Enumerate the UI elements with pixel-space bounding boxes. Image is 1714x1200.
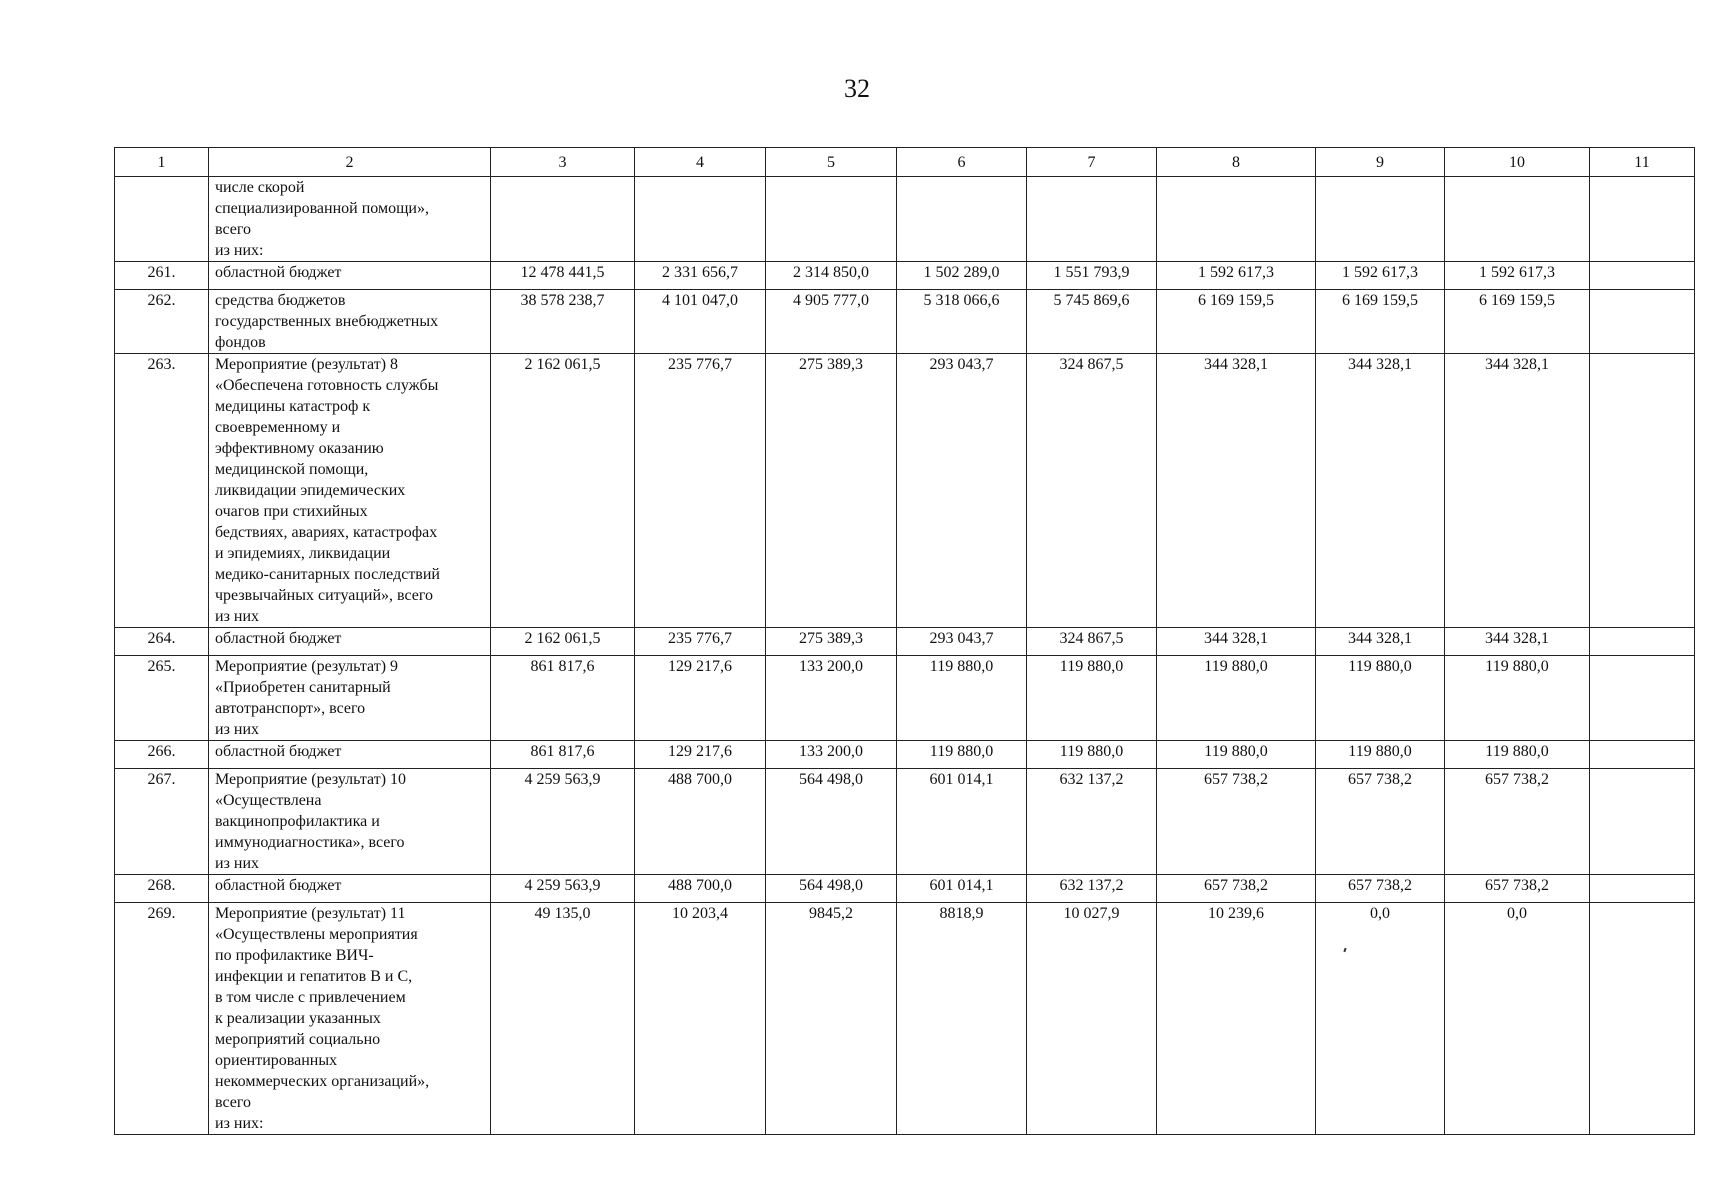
row-number: 264. [115, 628, 209, 656]
value-cell-col-4: 488 700,0 [635, 875, 766, 903]
value-cell-col-8: 10 239,6 [1157, 903, 1316, 1135]
value-cell-col-4: 10 203,4 [635, 903, 766, 1135]
table-body [115, 177, 1695, 1135]
value-cell-col-7: 119 880,0 [1027, 656, 1157, 741]
value-cell-col-7: 632 137,2 [1027, 875, 1157, 903]
table-row [115, 177, 1695, 262]
value-cell-col-7: 10 027,9 [1027, 903, 1157, 1135]
table-row [115, 354, 1695, 628]
value-cell-col-4: 2 331 656,7 [635, 262, 766, 290]
value-cell-col-7: 119 880,0 [1027, 741, 1157, 769]
row-description [209, 290, 491, 354]
description-line: из них [215, 721, 260, 738]
value-cell-col-8: 1 592 617,3 [1157, 262, 1316, 290]
value-cell-col-9: 6 169 159,5 [1316, 290, 1445, 354]
value-cell-col-8: 344 328,1 [1157, 628, 1316, 656]
value-cell-col-4: 235 776,7 [635, 628, 766, 656]
value-cell-col-10: 344 328,1 [1445, 354, 1590, 628]
description-line: государственных внебюджетных [215, 313, 439, 330]
value-cell-col-3 [491, 177, 635, 262]
table-row [115, 769, 1695, 875]
value-cell-col-11 [1590, 769, 1695, 875]
value-cell-col-7: 324 867,5 [1027, 628, 1157, 656]
table-row [115, 656, 1695, 741]
table-row [115, 628, 1695, 656]
value-cell-col-6: 8818,9 [897, 903, 1027, 1135]
description-line: ориентированных [215, 1052, 338, 1069]
column-header-7: 7 [1027, 148, 1157, 177]
value-cell-col-5: 4 905 777,0 [766, 290, 897, 354]
description-line: и эпидемиях, ликвидации [215, 545, 391, 562]
value-cell-col-9: 657 738,2 [1316, 769, 1445, 875]
column-header-4: 4 [635, 148, 766, 177]
description-line: из них: [215, 1115, 264, 1132]
description-line: по профилактике ВИЧ- [215, 947, 374, 964]
description-line: областной бюджет [215, 264, 342, 281]
value-cell-col-9: 344 328,1 [1316, 628, 1445, 656]
row-number: 261. [115, 262, 209, 290]
value-cell-col-10: 344 328,1 [1445, 628, 1590, 656]
value-cell-col-8: 344 328,1 [1157, 354, 1316, 628]
column-header-11: 11 [1590, 148, 1695, 177]
value-cell-col-4 [635, 177, 766, 262]
page-number: 32 [844, 74, 870, 103]
description-line: «Осуществлены мероприятия [215, 926, 418, 943]
value-cell-col-3: 38 578 238,7 [491, 290, 635, 354]
description-line: очагов при стихийных [215, 503, 368, 520]
value-cell-col-8: 119 880,0 [1157, 741, 1316, 769]
value-cell-col-7 [1027, 177, 1157, 262]
value-cell-col-10 [1445, 177, 1590, 262]
value-cell-col-9: 119 880,0 [1316, 741, 1445, 769]
value-cell-col-10: 119 880,0 [1445, 741, 1590, 769]
row-description [209, 628, 491, 656]
value-cell-col-11 [1590, 656, 1695, 741]
description-line: чрезвычайных ситуаций», всего [215, 587, 434, 604]
row-description [209, 262, 491, 290]
value-cell-col-11 [1590, 741, 1695, 769]
description-line: всего [215, 221, 252, 238]
value-cell-col-7: 632 137,2 [1027, 769, 1157, 875]
value-cell-col-10: 6 169 159,5 [1445, 290, 1590, 354]
value-cell-col-11 [1590, 628, 1695, 656]
column-header-6: 6 [897, 148, 1027, 177]
value-cell-col-8: 6 169 159,5 [1157, 290, 1316, 354]
description-line: «Приобретен санитарный [215, 679, 391, 696]
value-cell-col-9: 0,0 [1316, 903, 1445, 1135]
row-description [209, 741, 491, 769]
value-cell-col-5 [766, 177, 897, 262]
description-line: мероприятий социально [215, 1031, 381, 1048]
value-cell-col-5: 133 200,0 [766, 741, 897, 769]
value-cell-col-3: 12 478 441,5 [491, 262, 635, 290]
value-cell-col-5: 564 498,0 [766, 769, 897, 875]
column-header-9: 9 [1316, 148, 1445, 177]
row-number: 267. [115, 769, 209, 875]
description-line: областной бюджет [215, 877, 342, 894]
row-number: 265. [115, 656, 209, 741]
value-cell-col-8 [1157, 177, 1316, 262]
value-cell-col-8: 657 738,2 [1157, 875, 1316, 903]
table-row [115, 262, 1695, 290]
value-cell-col-10: 0,0 [1445, 903, 1590, 1135]
description-line: специализированной помощи», [215, 200, 429, 217]
description-line: некоммерческих организаций», [215, 1073, 430, 1090]
value-cell-col-6: 601 014,1 [897, 875, 1027, 903]
value-cell-col-4: 129 217,6 [635, 656, 766, 741]
description-line: медицины катастроф к [215, 398, 371, 415]
description-line: областной бюджет [215, 630, 342, 647]
description-line: в том числе с привлечением [215, 989, 406, 1006]
row-description [209, 903, 491, 1135]
column-header-5: 5 [766, 148, 897, 177]
value-cell-col-8: 119 880,0 [1157, 656, 1316, 741]
table-row [115, 741, 1695, 769]
value-cell-col-3: 2 162 061,5 [491, 628, 635, 656]
value-cell-col-8: 657 738,2 [1157, 769, 1316, 875]
value-cell-col-7: 1 551 793,9 [1027, 262, 1157, 290]
value-cell-col-6: 293 043,7 [897, 628, 1027, 656]
value-cell-col-5: 133 200,0 [766, 656, 897, 741]
column-header-1: 1 [115, 148, 209, 177]
description-line: «Осуществлена [215, 792, 322, 809]
row-description [209, 875, 491, 903]
value-cell-col-3: 49 135,0 [491, 903, 635, 1135]
value-cell-col-9: 657 738,2 [1316, 875, 1445, 903]
value-cell-col-3: 861 817,6 [491, 656, 635, 741]
value-cell-col-11 [1590, 290, 1695, 354]
row-description [209, 354, 491, 628]
value-cell-col-10: 657 738,2 [1445, 769, 1590, 875]
budget-table [114, 147, 1695, 1135]
value-cell-col-4: 235 776,7 [635, 354, 766, 628]
description-line: «Обеспечена готовность службы [215, 377, 439, 394]
value-cell-col-6: 601 014,1 [897, 769, 1027, 875]
value-cell-col-10: 1 592 617,3 [1445, 262, 1590, 290]
column-header-2: 2 [209, 148, 491, 177]
value-cell-col-9 [1316, 177, 1445, 262]
value-cell-col-4: 129 217,6 [635, 741, 766, 769]
row-number: 266. [115, 741, 209, 769]
value-cell-col-6: 1 502 289,0 [897, 262, 1027, 290]
header-row [115, 148, 1695, 177]
value-cell-col-5: 275 389,3 [766, 354, 897, 628]
table-row [115, 290, 1695, 354]
value-cell-col-10: 657 738,2 [1445, 875, 1590, 903]
value-cell-col-11 [1590, 875, 1695, 903]
value-cell-col-7: 5 745 869,6 [1027, 290, 1157, 354]
value-cell-col-9: 119 880,0 [1316, 656, 1445, 741]
column-header-8: 8 [1157, 148, 1316, 177]
description-line: своевременному и [215, 419, 341, 436]
value-cell-col-3: 4 259 563,9 [491, 769, 635, 875]
description-line: фондов [215, 334, 266, 351]
description-line: всего [215, 1094, 252, 1111]
row-description [209, 177, 491, 262]
value-cell-col-5: 9845,2 [766, 903, 897, 1135]
description-line: вакцинопрофилактика и [215, 813, 380, 830]
description-line: Мероприятие (результат) 9 [215, 658, 399, 675]
value-cell-col-9: 1 592 617,3 [1316, 262, 1445, 290]
description-line: Мероприятие (результат) 8 [215, 356, 399, 373]
column-header-3: 3 [491, 148, 635, 177]
value-cell-col-6 [897, 177, 1027, 262]
value-cell-col-5: 275 389,3 [766, 628, 897, 656]
value-cell-col-3: 4 259 563,9 [491, 875, 635, 903]
value-cell-col-11 [1590, 262, 1695, 290]
description-line: числе скорой [215, 179, 305, 196]
description-line: эффективному оказанию [215, 440, 384, 457]
description-line: из них: [215, 242, 264, 259]
row-number: 269. [115, 903, 209, 1135]
value-cell-col-3: 861 817,6 [491, 741, 635, 769]
value-cell-col-5: 564 498,0 [766, 875, 897, 903]
row-description [209, 656, 491, 741]
description-line: средства бюджетов [215, 292, 346, 309]
table-row [115, 875, 1695, 903]
description-line: инфекции и гепатитов В и С, [215, 968, 413, 985]
row-description [209, 769, 491, 875]
value-cell-col-5: 2 314 850,0 [766, 262, 897, 290]
description-line: медицинской помощи, [215, 461, 369, 478]
description-line: иммунодиагностика», всего [215, 834, 405, 851]
column-header-10: 10 [1445, 148, 1590, 177]
value-cell-col-9: 344 328,1 [1316, 354, 1445, 628]
row-number: 268. [115, 875, 209, 903]
description-line: к реализации указанных [215, 1010, 381, 1027]
value-cell-col-6: 119 880,0 [897, 741, 1027, 769]
row-number [115, 177, 209, 262]
row-number: 263. [115, 354, 209, 628]
value-cell-col-6: 293 043,7 [897, 354, 1027, 628]
description-line: автотранспорт», всего [215, 700, 366, 717]
row-number: 262. [115, 290, 209, 354]
description-line: Мероприятие (результат) 10 [215, 771, 407, 788]
value-cell-col-4: 488 700,0 [635, 769, 766, 875]
description-line: из них [215, 608, 260, 625]
description-line: бедствиях, авариях, катастрофах [215, 524, 438, 541]
value-cell-col-11 [1590, 354, 1695, 628]
description-line: ликвидации эпидемических [215, 482, 406, 499]
value-cell-col-11 [1590, 903, 1695, 1135]
table-row [115, 903, 1695, 1135]
value-cell-col-11 [1590, 177, 1695, 262]
value-cell-col-6: 119 880,0 [897, 656, 1027, 741]
value-cell-col-6: 5 318 066,6 [897, 290, 1027, 354]
value-cell-col-3: 2 162 061,5 [491, 354, 635, 628]
description-line: Мероприятие (результат) 11 [215, 905, 406, 922]
description-line: из них [215, 855, 260, 872]
description-line: областной бюджет [215, 743, 342, 760]
value-cell-col-10: 119 880,0 [1445, 656, 1590, 741]
value-cell-col-4: 4 101 047,0 [635, 290, 766, 354]
description-line: медико-санитарных последствий [215, 566, 440, 583]
value-cell-col-7: 324 867,5 [1027, 354, 1157, 628]
